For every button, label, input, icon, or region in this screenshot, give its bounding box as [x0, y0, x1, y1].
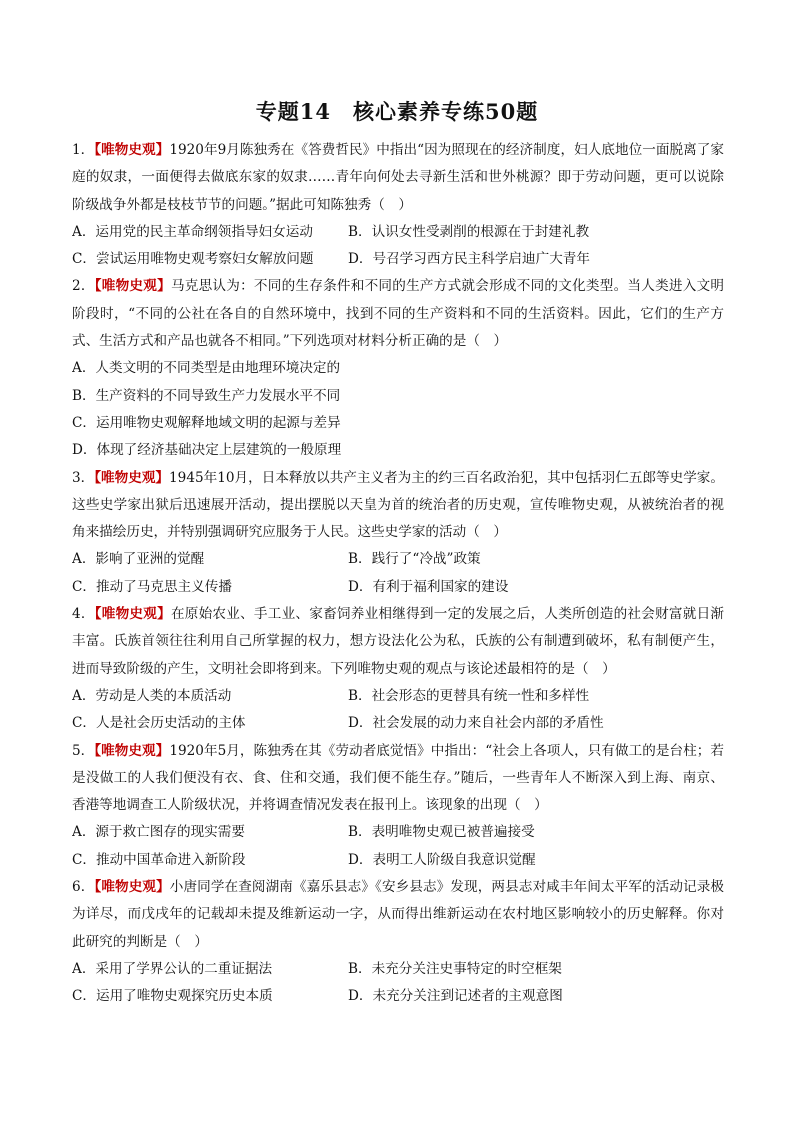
option-row	[72, 246, 724, 273]
question-6	[72, 874, 724, 1010]
option-b: B．社会形态的更替具有统一性和多样性	[348, 687, 590, 704]
question-stem	[72, 874, 724, 956]
question-number: 3．	[72, 469, 95, 486]
question-tag: 【唯物史观】	[94, 142, 170, 158]
option-b: B．未充分关注史事特定的时空框架	[348, 960, 562, 977]
question-number: 1．	[72, 142, 95, 158]
option-a: A．影响了亚洲的觉醒	[72, 551, 205, 568]
question-number: 6．	[72, 879, 95, 896]
option-a: A．运用党的民主革命纲领指导妇女运动	[72, 223, 313, 240]
question-stem	[72, 738, 724, 820]
option-row	[72, 956, 724, 983]
option-c: C．运用了唯物史观探究历史本质	[72, 988, 273, 1005]
page-title: 专题14 核心素养专练50题	[255, 99, 539, 124]
option-a: A．采用了学界公认的二重证据法	[72, 960, 273, 977]
option-c: C．推动中国革命进入新阶段	[72, 851, 246, 868]
option-d: D．体现了经济基础决定上层建筑的一般原理	[72, 442, 342, 459]
question-text: 小唐同学在查阅湖南《嘉乐县志》《安乡县志》发现，两县志对咸丰年间太平军的活动记录极为详尽，而戊戌年的记载却未提及维新运动一字，从而得出维新运动在农村地区影响较小的历史解释。你对此研究的判断是（ ）	[72, 879, 725, 950]
option-row	[72, 683, 724, 710]
option-row	[72, 983, 724, 1010]
option-row	[72, 546, 724, 573]
question-list	[72, 137, 724, 1011]
option-row	[72, 819, 724, 846]
question-text: 1920年5月，陈独秀在其《劳动者底觉悟》中指出：“社会上各项人，只有做工的是台柱；若是没做工的人我们便没有衣、食、住和交通，我们便不能生存。”随后，一些青年人不断深入到上海、南京、香港等地调查工人阶级状况，并将调查情况发表在报刊上。该现象的出现（ ）	[72, 742, 724, 814]
option-b: B．表明唯物史观已被普遍接受	[348, 824, 535, 841]
option-b: B．践行了“冷战”政策	[348, 551, 481, 568]
question-text: 1945年10月，日本释放以共产主义者为主的约三百名政治犯，其中包括羽仁五郎等史学家。这些史学家出狱后迅速展开活动，提出摆脱以天皇为首的统治者的历史观，宣传唯物史观，从被统治者的视角来描绘历史，并特别强调研究应服务于人民。这些史学家的活动（ ）	[72, 469, 724, 541]
question-number: 4．	[72, 606, 95, 623]
option-d: D．表明工人阶级自我意识觉醒	[348, 851, 536, 868]
question-text: 马克思认为：不同的生存条件和不同的生产方式就会形成不同的文化类型。当人类进入文明阶段时，“不同的公社在各自的自然环境中，找到不同的生产资料和不同的生活资料。因此，它们的生产方式、生活方式和产品也就各不相同。”下列选项对材料分析正确的是（ ）	[72, 278, 725, 350]
question-tag: 【唯物史观】	[94, 742, 170, 759]
question-5	[72, 738, 724, 874]
option-a: A．源于救亡图存的现实需要	[72, 824, 245, 841]
option-d: D．号召学习西方民主科学启迪广大青年	[348, 251, 590, 268]
option-c: C．推动了马克思主义传播	[72, 578, 232, 595]
option-d: D．社会发展的动力来自社会内部的矛盾性	[348, 715, 604, 732]
question-stem	[72, 465, 724, 547]
question-text: 在原始农业、手工业、家畜饲养业相继得到一定的发展之后，人类所创造的社会财富就日渐丰富。氏族首领往往利用自己所掌握的权力，想方设法化公为私，氏族的公有制遭到破坏，私有制便产生，进而导致阶级的产生，文明社会即将到来。下列唯物史观的观点与该论述最相符的是（ ）	[72, 606, 725, 677]
option-b: B．生产资料的不同导致生产力发展水平不同	[72, 387, 341, 404]
question-2	[72, 273, 724, 464]
question-stem	[72, 273, 724, 355]
question-tag: 【唯物史观】	[94, 606, 171, 623]
option-c: C．运用唯物史观解释地域文明的起源与差异	[72, 414, 341, 431]
question-tag: 【唯物史观】	[94, 879, 170, 896]
question-text: 1920年9月陈独秀在《答费哲民》中指出“因为照现在的经济制度，妇人底地位一面脱离了家庭的奴隶，一面便得去做底东家的奴隶……青年向何处去寻新生活和世外桃源？即于劳动问题，更可以说除阶级战争外都是枝枝节节的问题。”据此可知陈独秀（ ）	[72, 142, 724, 213]
option-d: D．未充分关注到记述者的主观意图	[348, 988, 563, 1005]
option-a: A．劳动是人类的本质活动	[72, 687, 232, 704]
question-1	[72, 137, 724, 273]
question-number: 5．	[72, 742, 95, 759]
option-b: B．认识女性受剥削的根源在于封建礼教	[348, 223, 590, 240]
option-row	[72, 219, 724, 246]
option-c: C．尝试运用唯物史观考察妇女解放问题	[72, 251, 314, 268]
question-tag: 【唯物史观】	[94, 278, 171, 295]
option-row	[72, 710, 724, 737]
option-d: D．有利于福利国家的建设	[348, 578, 509, 595]
question-stem	[72, 137, 724, 219]
option-row	[72, 574, 724, 601]
option-row	[72, 847, 724, 874]
question-stem	[72, 601, 724, 683]
question-tag: 【唯物史观】	[94, 469, 170, 486]
question-number: 2．	[72, 278, 95, 295]
option-a: A．人类文明的不同类型是由地理环境决定的	[72, 360, 341, 377]
question-4	[72, 601, 724, 737]
question-3	[72, 465, 724, 601]
option-c: C．人是社会历史活动的主体	[72, 715, 246, 732]
